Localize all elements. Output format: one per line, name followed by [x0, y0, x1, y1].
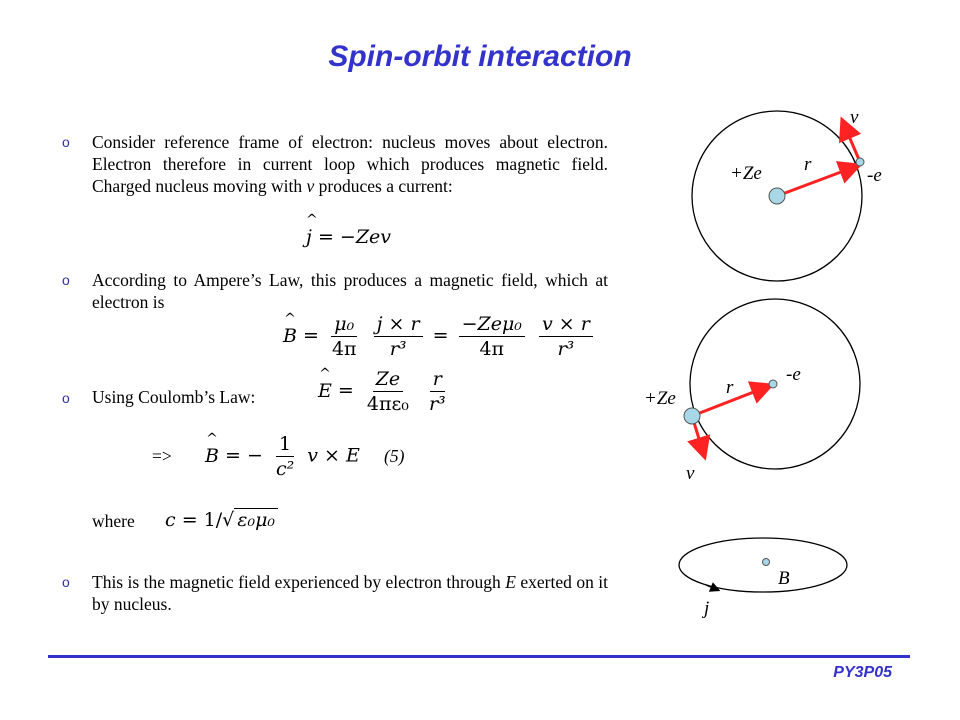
current-label: j [704, 598, 710, 619]
bullet-2-text: According to Ampere’s Law, this produces a magnetic field, which at electron is [92, 270, 608, 312]
equation-speed-of-light: c = 1/√ ε₀μ₀ [165, 508, 278, 531]
bullet-3-text: Using Coulomb’s Law: [92, 387, 256, 407]
where-label: where [92, 511, 135, 531]
equation-ampere: ^ B = $\frac{\text{μ₀}}{4\pi}$ $\frac{j \times r}{\text{r³}}$ = $\frac{\text{−Zeμ₀}}{4\pi}$ $\frac{v \times r}{\text{r³}}$ [283, 312, 597, 361]
nucleus-label: +Ze [644, 388, 676, 409]
bullet-marker: o [62, 272, 70, 288]
bullet-1-end: produces a current: [318, 176, 453, 196]
electron-label: -e [786, 364, 801, 385]
nucleus [769, 188, 785, 204]
bullet-4-text: This is the magnetic field experienced by electron through E exerted on it by nucleus. [92, 572, 609, 614]
radius-vector-arrow [777, 166, 857, 196]
slide-title: Spin-orbit interaction [328, 40, 632, 73]
electron [763, 559, 770, 566]
implies-arrow: => [152, 446, 172, 466]
bullet-marker: o [62, 390, 70, 406]
footer-rule [48, 655, 910, 658]
bullet-1-v: v [306, 176, 315, 196]
equation-current: ^ j = −Zev [306, 226, 391, 248]
field-label: B [778, 568, 790, 589]
nucleus-label: +Ze [730, 163, 762, 184]
equation-b-field: ^ B = − $\frac{1}{\text{c²}}$ v × E [205, 432, 360, 481]
electron [856, 158, 864, 166]
equation-coulomb: ^ E = $\frac{Ze}{\text{4πε₀}}$ $\frac{r}{\text{r³}}$ [318, 367, 453, 416]
bullet-1-main: Consider reference frame of electron: nucleus moves about electron. Electron therefore in current loop which produces magnetic field. Charged nucleus moving with [92, 132, 608, 196]
bullet-marker: o [62, 134, 70, 150]
velocity-label: v [850, 107, 859, 128]
diagram-2-orbit [644, 299, 860, 484]
electron [769, 380, 777, 388]
current-loop [679, 538, 847, 592]
radius-label: r [804, 154, 812, 175]
equation-number: (5) [384, 446, 405, 466]
velocity-label: v [686, 463, 695, 484]
diagram-3-loop [679, 538, 847, 619]
bullet-marker: o [62, 574, 70, 590]
diagram-1-orbit [692, 107, 882, 281]
nucleus [684, 408, 700, 424]
footer-course-code: PY3P05 [833, 664, 892, 681]
electron-label: -e [867, 165, 882, 186]
radius-label: r [726, 377, 734, 398]
